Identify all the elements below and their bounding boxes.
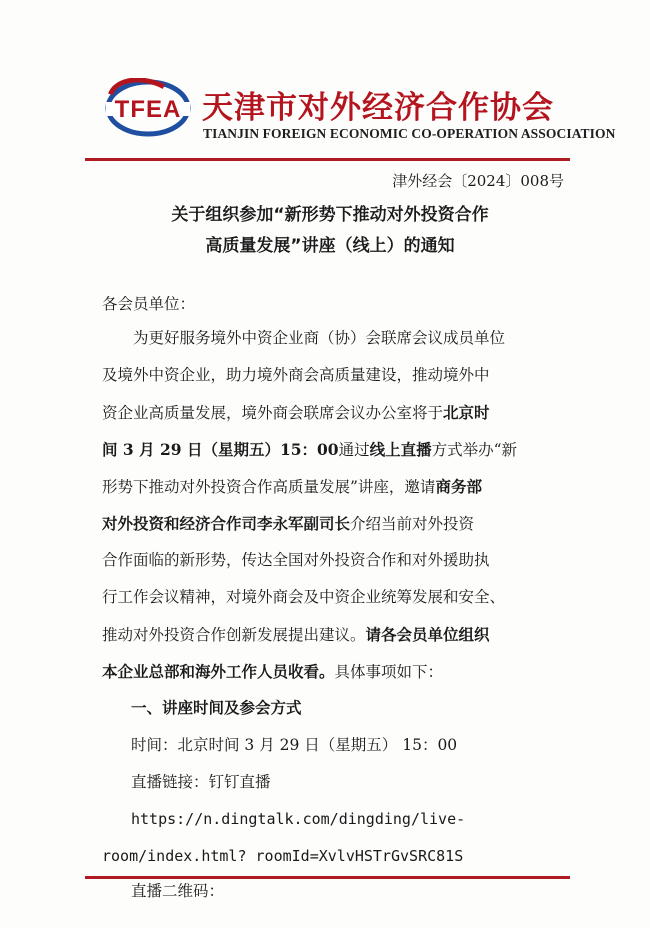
org-name-en: TIANJIN FOREIGN ECONOMIC CO-OPERATION ASSOCIATION [203, 126, 616, 141]
live-link-url-part-2[interactable]: room/index.html? roomId=XvlvHSTrGvSRC81S [102, 847, 464, 865]
body-text: 方式举办“新 [431, 441, 518, 459]
body-text: 通过 [338, 441, 370, 459]
body-line [102, 442, 517, 459]
body-text: 形势下推动对外投资合作高质量发展”讲座，邀请 [102, 478, 436, 496]
header-divider [85, 158, 570, 161]
qr-code-label: 直播二维码： [131, 882, 225, 900]
salutation: 各会员单位： [102, 295, 196, 313]
title-line-2: 高质量发展”讲座（线上）的通知 [205, 236, 455, 256]
footer-divider [85, 876, 570, 879]
body-line [102, 627, 490, 644]
body-line: 及境外中资企业，助力境外商会高质量建设，推动境外中 [102, 366, 490, 384]
body-line: 行工作会议精神，对境外商会及中资企业统筹发展和安全、 [102, 588, 506, 606]
body-text: 具体事项如下： [334, 663, 444, 681]
body-line: 为更好服务境外中资企业商（协）会联席会议成员单位 [133, 329, 506, 347]
body-text-bold: 对外投资和经济合作司李永军副司长 [102, 514, 351, 533]
body-line [102, 405, 490, 422]
title-line-1: 关于组织参加“新形势下推动对外投资合作 [171, 205, 489, 225]
section-heading: 一、讲座时间及参会方式 [131, 699, 302, 717]
tfea-logo [104, 78, 192, 138]
org-name-cn: 天津市对外经济合作协会 [202, 90, 554, 126]
live-link-label: 直播链接：钉钉直播 [131, 773, 271, 791]
body-line [102, 479, 482, 496]
live-link-url-part-1[interactable]: https://n.dingtalk.com/dingding/live- [131, 810, 466, 828]
body-text-bold: 商务部 [435, 477, 482, 496]
body-text: 介绍当前对外投资 [350, 515, 475, 533]
body-line [102, 516, 474, 533]
lecture-time: 时间：北京时间 3 月 29 日（星期五） 15：00 [131, 736, 458, 754]
body-text: 资企业高质量发展，境外商会联席会议办公室将于 [102, 404, 444, 422]
body-text-bold: 北京时 [443, 403, 490, 422]
document-number: 津外经会〔2024〕008号 [392, 172, 564, 190]
body-text-bold: 间 3 月 29 日（星期五）15：00 [102, 440, 339, 459]
body-text-bold: 请各会员单位组织 [365, 625, 490, 644]
body-line [102, 664, 443, 681]
body-text-bold: 本企业总部和海外工作人员收看。 [102, 662, 335, 681]
body-text-bold: 线上直播 [369, 440, 432, 459]
body-line: 合作面临的新形势，传达全国对外投资合作和对外援助执 [102, 551, 490, 569]
logo-text: TFEA [114, 96, 182, 123]
body-text: 推动对外投资合作创新发展提出建议。 [102, 626, 366, 644]
